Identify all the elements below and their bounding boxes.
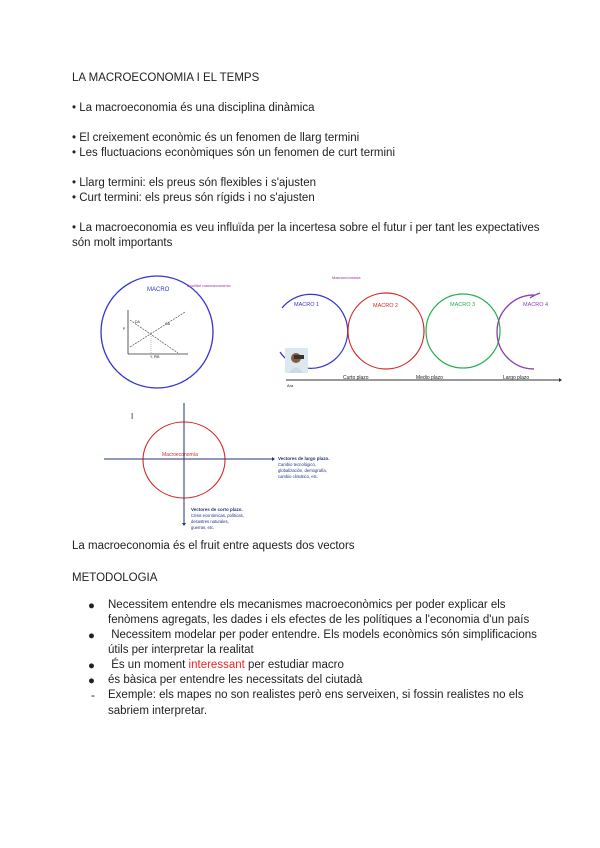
bullet-line: fenòmens agregats, les dades i els efectes de les polítiques a l'economia d'un país xyxy=(108,614,530,626)
bullet-marker: ● xyxy=(88,600,95,612)
curve-label: DA xyxy=(135,320,140,324)
long-term-text: cambio climático, etc. xyxy=(278,474,319,479)
intro-line: • Les fluctuacions econòmiques són un fenomen de curt termini xyxy=(72,147,396,159)
intro-line: • La macroeconomia es veu influïda per la incertesa sobre el futur i per tant les expectatives xyxy=(72,222,540,234)
dash-marker: - xyxy=(91,690,95,702)
intro-line: són molt importants xyxy=(72,237,173,249)
period-label: Medio plazo xyxy=(416,375,443,381)
bullet-line xyxy=(108,658,344,673)
section-heading: METODOLOGIA xyxy=(72,572,158,584)
macro-label: MACRO xyxy=(147,287,170,293)
figure1-caption: Equilibri macroeconòmic xyxy=(187,283,231,288)
page-title: LA MACROECONOMIA I EL TEMPS xyxy=(72,72,260,84)
supply-curve xyxy=(130,312,185,347)
bullet-line: és bàsica per entendre les necessitats del ciutadà xyxy=(108,674,363,686)
macro-4-label: MACRO 4 xyxy=(523,302,549,308)
axis-start-label: Ara xyxy=(287,383,294,388)
bullet-text: És un moment xyxy=(108,659,189,671)
long-term-text: globalización, demografía, xyxy=(278,468,327,473)
bullet-line: Necessitem modelar per poder entendre. Els models econòmics són simplificacions xyxy=(108,629,537,641)
bullet-marker: ● xyxy=(88,675,95,687)
demand-curve xyxy=(130,320,178,353)
intro-line: • La macroeconomia és una disciplina dinàmica xyxy=(72,102,315,114)
short-term-text: desastres naturales, xyxy=(191,519,229,524)
bullet-line: Exemple: els mapes no son realistes però ens serveixen, si fossin realistes no els xyxy=(108,689,524,701)
conclusion-text: La macroeconomia és el fruit entre aquests dos vectors xyxy=(72,540,355,552)
macro-equilibrium-figure xyxy=(95,270,265,395)
bullet-line: útils per interpretar la realitat xyxy=(108,644,254,656)
short-term-text: guerras, etc. xyxy=(191,525,215,530)
macro-1-label: MACRO 1 xyxy=(294,302,320,308)
intro-line: • Llarg termini: els preus són flexibles i s'ajusten xyxy=(72,177,316,189)
long-term-title: Vectores de largo plazo. xyxy=(278,456,330,461)
macroeconomia-label: Macroeconomía xyxy=(162,452,198,458)
short-term-title: Vectores de corto plazo. xyxy=(191,507,243,512)
figure2-caption: Macroeconomia xyxy=(332,275,361,280)
bullet-line: Necessitem entendre els mecanismes macroeconòmics per poder explicar els xyxy=(108,599,506,611)
period-label: Largo plazo xyxy=(503,375,530,381)
macro-timeline-figure xyxy=(272,270,577,390)
long-term-text: Cambio tecnológico, xyxy=(278,462,316,467)
axis-label: P xyxy=(123,327,126,331)
short-term-text: Crisis económicas, políticas, xyxy=(191,513,244,518)
bullet-marker: ● xyxy=(88,630,95,642)
macro-3-label: MACRO 3 xyxy=(450,302,476,308)
vectors-figure xyxy=(90,400,370,535)
highlighted-word: interessant xyxy=(188,659,245,671)
period-label: Curto plazo xyxy=(343,375,369,381)
macro-2-label: MACRO 2 xyxy=(373,303,399,309)
figure-marker: I xyxy=(131,412,134,421)
bullet-line: sabriem interpretar. xyxy=(108,705,208,717)
intro-line: • Curt termini: els preus són rígids i no s'ajusten xyxy=(72,192,315,204)
curve-label: OA xyxy=(165,322,171,326)
axis-label: Y, PIB xyxy=(150,355,160,359)
bullet-text: per estudiar macro xyxy=(244,659,344,671)
bullet-marker: ● xyxy=(88,660,95,672)
intro-line: • El creixement econòmic és un fenomen de llarg termini xyxy=(72,132,360,144)
